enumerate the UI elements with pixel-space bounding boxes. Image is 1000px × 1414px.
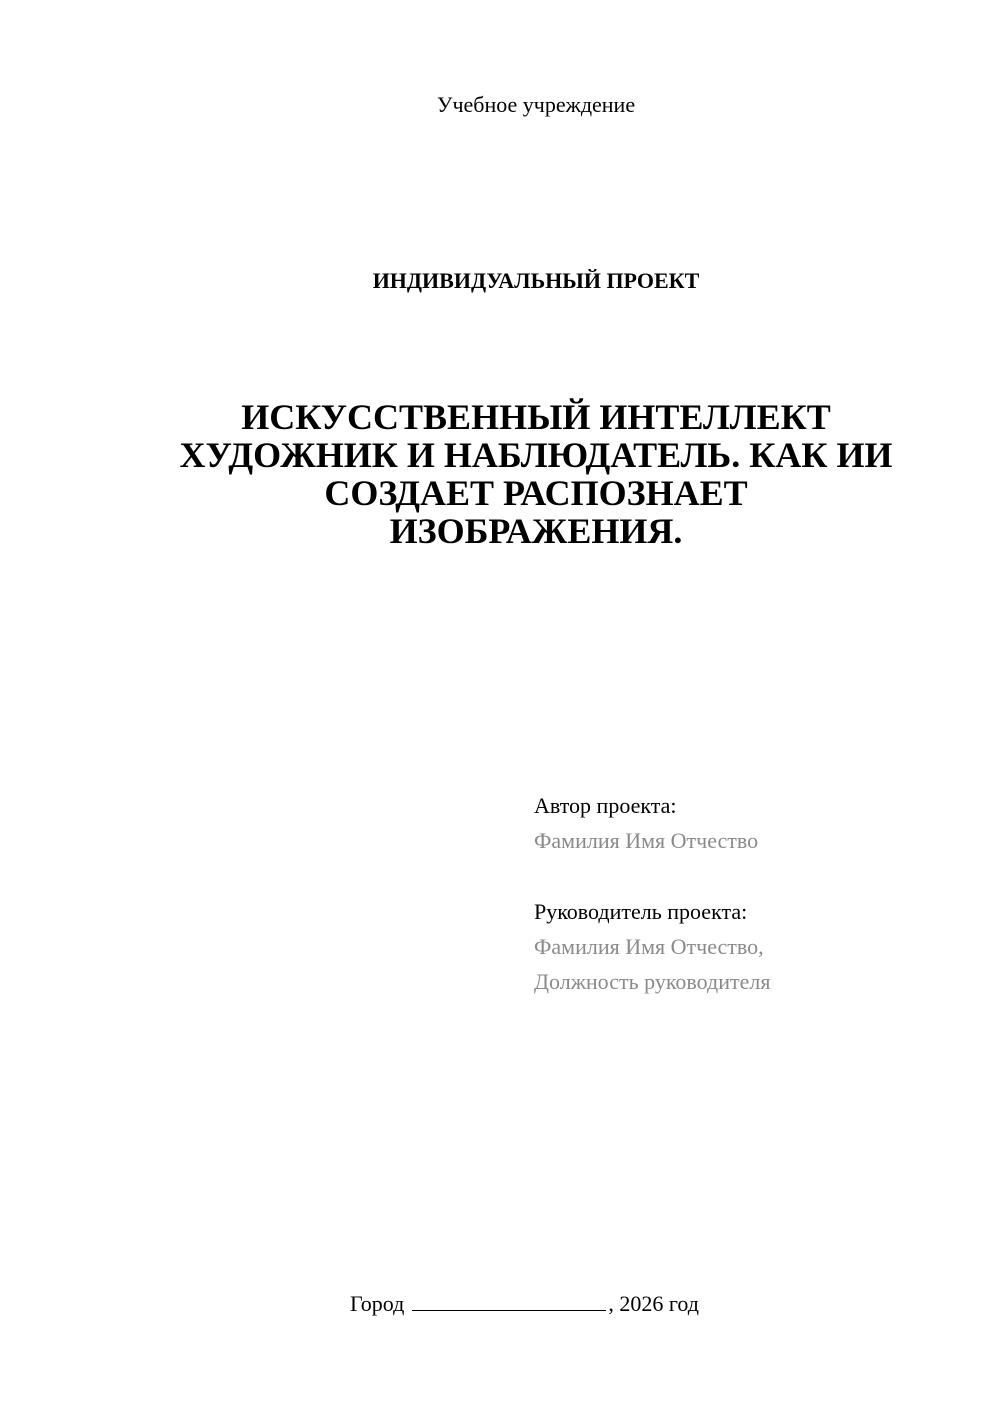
- year-text: , 2026 год: [608, 1291, 699, 1316]
- project-title-line: ХУДОЖНИК И НАБЛЮДАТЕЛЬ. КАК ИИ: [179, 435, 893, 475]
- institution-name: Учебное учреждение: [436, 92, 636, 117]
- city-year-line: [350, 1290, 699, 1318]
- project-title-line: СОЗДАЕТ РАСПОЗНАЕТ: [324, 473, 748, 513]
- supervisor-name-placeholder: Фамилия Имя Отчество,: [534, 934, 764, 959]
- city-label: Город: [350, 1291, 405, 1316]
- project-title-line: ИСКУССТВЕННЫЙ ИНТЕЛЛЕКТ: [241, 397, 831, 437]
- project-type-heading: ИНДИВИДУАЛЬНЫЙ ПРОЕКТ: [372, 268, 700, 293]
- project-title-line: ИЗОБРАЖЕНИЯ.: [389, 511, 683, 551]
- supervisor-label: Руководитель проекта:: [534, 899, 748, 924]
- supervisor-position-placeholder: Должность руководителя: [534, 969, 771, 994]
- author-name-placeholder: Фамилия Имя Отчество: [534, 828, 759, 853]
- author-label: Автор проекта:: [534, 793, 677, 818]
- city-blank-line: [412, 1290, 606, 1311]
- project-title: [140, 398, 932, 550]
- supervisor-block: [534, 894, 770, 999]
- author-block: [534, 788, 758, 858]
